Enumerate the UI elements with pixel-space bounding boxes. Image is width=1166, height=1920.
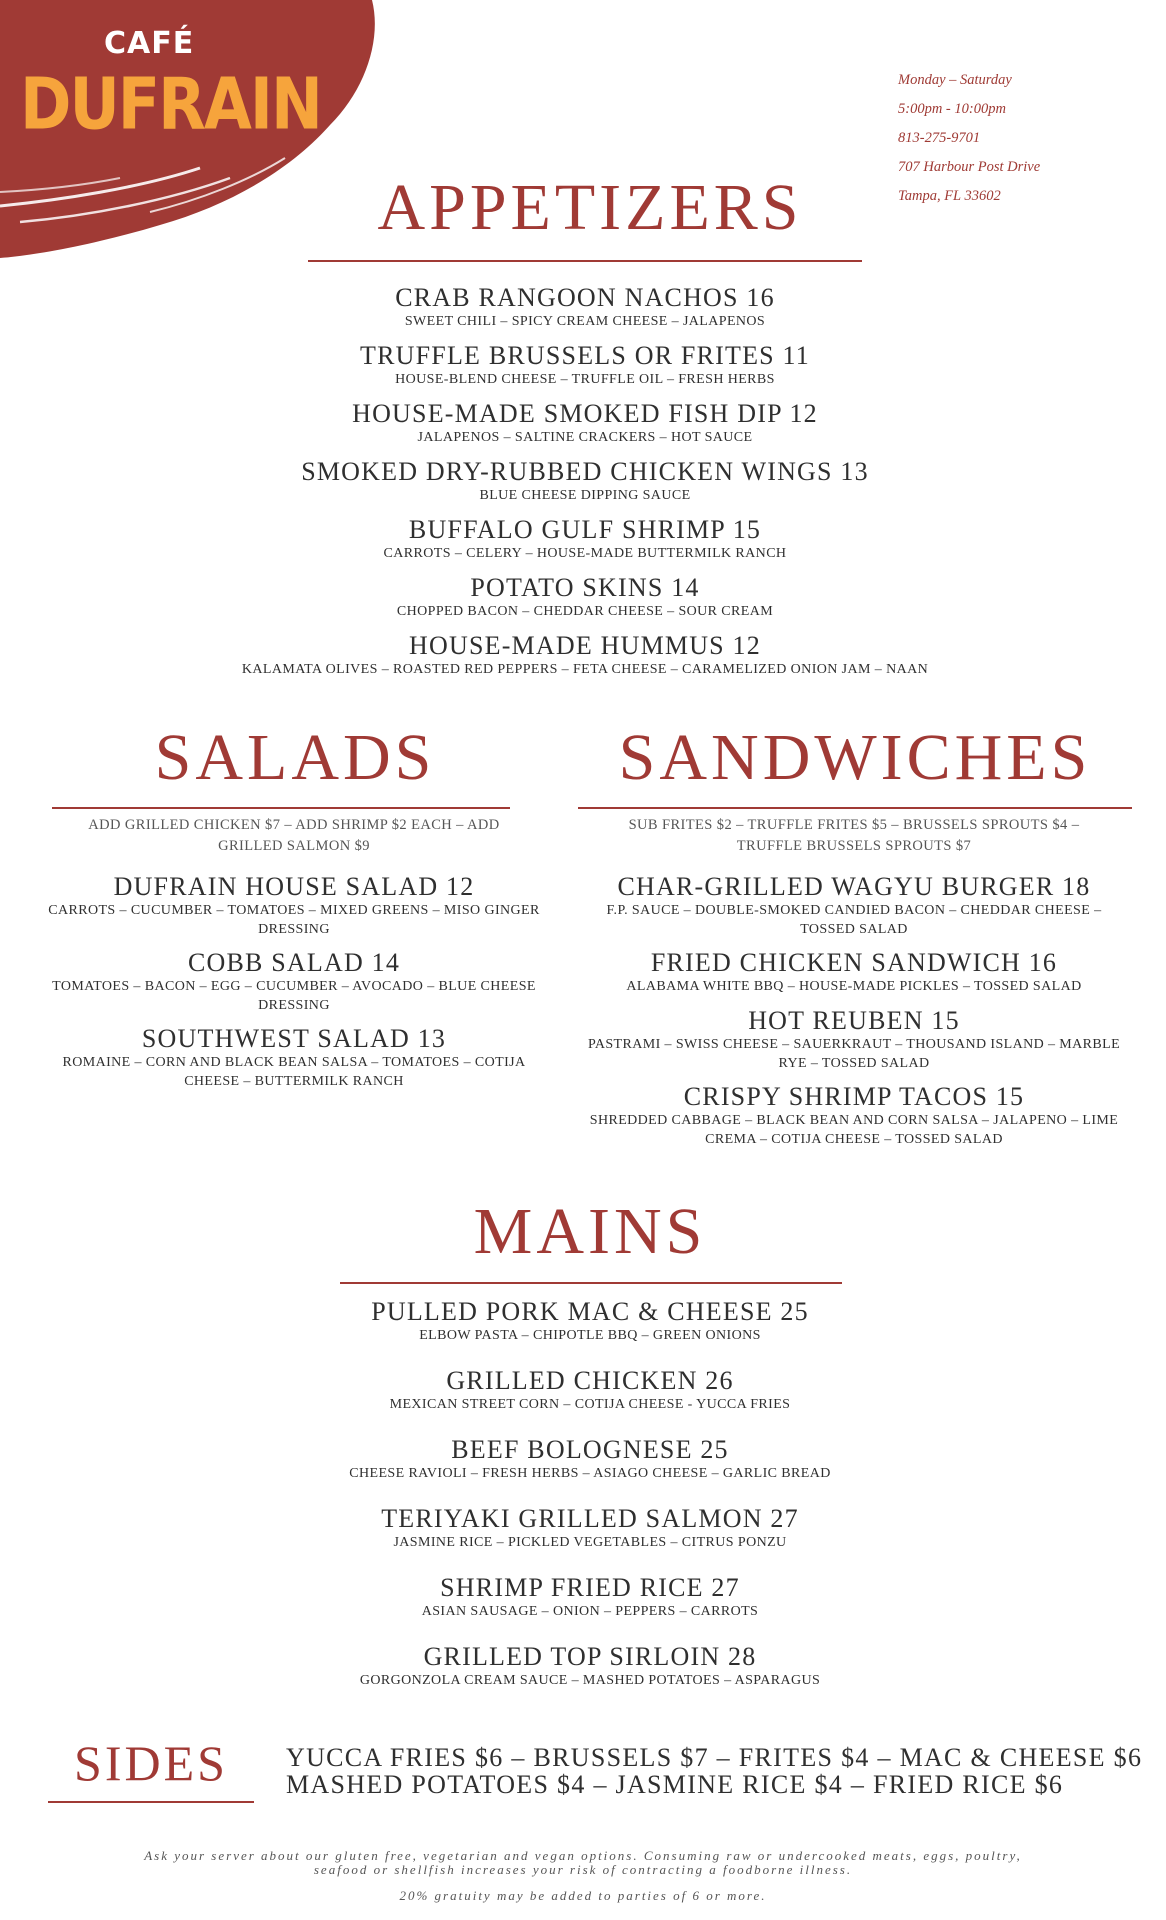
item-name: GRILLED TOP SIRLOIN 28 <box>423 1642 757 1671</box>
contact-hours: 5:00pm - 10:00pm <box>898 101 1006 117</box>
mains-list <box>300 1298 880 1690</box>
item-description: SHREDDED CABBAGE – BLACK BEAN AND CORN SALSA – JALAPENO – LIME CREMA – COTIJA CHEESE – TOSSED SALAD <box>589 1113 1119 1147</box>
sandwiches-sides-note: SUB FRITES $2 – TRUFFLE FRITES $5 – BRUSSELS SPROUTS $4 – TRUFFLE BRUSSELS SPROUTS $7 <box>628 817 1080 854</box>
menu-item <box>586 949 1122 1007</box>
item-description: CARROTS – CUCUMBER – TOMATOES – MIXED GREENS – MISO GINGER DRESSING <box>48 903 540 937</box>
item-description: BLUE CHEESE DIPPING SAUCE <box>479 488 691 503</box>
item-name: TERIYAKI GRILLED SALMON 27 <box>381 1504 799 1533</box>
menu-item <box>300 1436 880 1505</box>
item-name: CHAR-GRILLED WAGYU BURGER 18 <box>617 872 1091 901</box>
salads-heading: SALADS <box>154 721 436 794</box>
item-description: CHEESE RAVIOLI – FRESH HERBS – ASIAGO CHEESE – GARLIC BREAD <box>349 1466 831 1481</box>
item-description: KALAMATA OLIVES – ROASTED RED PEPPERS – FETA CHEESE – CARAMELIZED ONION JAM – NAAN <box>241 662 929 677</box>
appetizers-list <box>220 284 950 679</box>
menu-item <box>46 873 542 949</box>
item-name: BUFFALO GULF SHRIMP 15 <box>408 515 762 544</box>
item-name: SOUTHWEST SALAD 13 <box>141 1024 447 1053</box>
footer-gratuity-note: 20% gratuity may be added to parties of 6 or more. <box>399 1888 767 1903</box>
menu-item <box>220 342 950 400</box>
item-description: HOUSE-BLEND CHEESE – TRUFFLE OIL – FRESH HERBS <box>395 372 775 387</box>
sides-line-2: MASHED POTATOES $4 – JASMINE RICE $4 – FRIED RICE $6 <box>286 1770 1064 1799</box>
salads-addons-note: ADD GRILLED CHICKEN $7 – ADD SHRIMP $2 EACH – ADD GRILLED SALMON $9 <box>88 817 500 854</box>
item-description: SWEET CHILI – SPICY CREAM CHEESE – JALAPENOS <box>404 314 766 329</box>
sandwiches-heading: SANDWICHES <box>618 721 1092 794</box>
item-description: JALAPENOS – SALTINE CRACKERS – HOT SAUCE <box>417 430 753 445</box>
contact-phone: 813-275-9701 <box>898 130 981 146</box>
item-description: ELBOW PASTA – CHIPOTLE BBQ – GREEN ONIONS <box>419 1328 761 1343</box>
item-name: COBB SALAD 14 <box>187 948 401 977</box>
contact-info <box>898 66 1040 211</box>
item-name: HOUSE-MADE HUMMUS 12 <box>409 631 761 660</box>
menu-item <box>300 1505 880 1574</box>
menu-item <box>46 949 542 1025</box>
sides-divider <box>48 1801 254 1803</box>
mains-divider <box>340 1282 842 1284</box>
item-description: JASMINE RICE – PICKLED VEGETABLES – CITRUS PONZU <box>393 1535 787 1550</box>
item-description: PASTRAMI – SWISS CHEESE – SAUERKRAUT – THOUSAND ISLAND – MARBLE RYE – TOSSED SALAD <box>587 1037 1121 1071</box>
item-name: CRAB RANGOON NACHOS 16 <box>395 283 775 312</box>
appetizers-divider <box>308 260 862 262</box>
salads-divider <box>52 807 510 809</box>
item-name: FRIED CHICKEN SANDWICH 16 <box>650 948 1058 977</box>
item-name: SMOKED DRY-RUBBED CHICKEN WINGS 13 <box>301 457 869 486</box>
item-description: GORGONZOLA CREAM SAUCE – MASHED POTATOES – ASPARAGUS <box>359 1673 821 1688</box>
menu-item <box>300 1367 880 1436</box>
footer-disclaimer <box>60 1849 1106 1903</box>
item-name: GRILLED CHICKEN 26 <box>446 1366 734 1395</box>
item-description: CARROTS – CELERY – HOUSE-MADE BUTTERMILK RANCH <box>383 546 787 561</box>
menu-item <box>220 632 950 679</box>
appetizers-heading: APPETIZERS <box>377 171 803 244</box>
item-name: TRUFFLE BRUSSELS OR FRITES 11 <box>360 341 810 370</box>
sides-list <box>286 1744 1142 1798</box>
item-description: MEXICAN STREET CORN – COTIJA CHEESE - YUCCA FRIES <box>389 1397 791 1412</box>
contact-days: Monday – Saturday <box>898 72 1012 88</box>
menu-item <box>300 1298 880 1367</box>
sides-line-1: YUCCA FRIES $6 – BRUSSELS $7 – FRITES $4 – MAC & CHEESE $6 <box>286 1743 1143 1772</box>
menu-item <box>586 1083 1122 1149</box>
mains-heading: MAINS <box>473 1195 707 1268</box>
item-name: BEEF BOLOGNESE 25 <box>451 1435 729 1464</box>
menu-item <box>586 1007 1122 1083</box>
sides-heading: SIDES <box>74 1735 228 1791</box>
menu-item <box>220 516 950 574</box>
item-name: PULLED PORK MAC & CHEESE 25 <box>371 1297 809 1326</box>
menu-item <box>220 574 950 632</box>
contact-address: 707 Harbour Post Drive <box>898 159 1041 175</box>
menu-item <box>300 1643 880 1690</box>
menu-item <box>220 284 950 342</box>
menu-item <box>300 1574 880 1643</box>
logo-cafe-text: CAFÉ <box>104 26 195 61</box>
salads-list <box>46 815 542 1091</box>
footer-line-1: Ask your server about our gluten free, vegetarian and vegan options. Consuming raw or undercooked meats, eggs, poultry, <box>144 1848 1022 1863</box>
contact-city: Tampa, FL 33602 <box>898 188 1001 204</box>
sandwiches-divider <box>578 807 1132 809</box>
footer-line-2: seafood or shellfish increases your risk of contracting a foodborne illness. <box>313 1862 853 1877</box>
menu-item <box>220 458 950 516</box>
item-description: TOMATOES – BACON – EGG – CUCUMBER – AVOCADO – BLUE CHEESE DRESSING <box>52 979 536 1013</box>
item-description: F.P. SAUCE – DOUBLE-SMOKED CANDIED BACON – CHEDDAR CHEESE – TOSSED SALAD <box>606 903 1102 937</box>
item-name: POTATO SKINS 14 <box>470 573 700 602</box>
menu-item <box>46 1025 542 1091</box>
menu-item <box>586 873 1122 949</box>
item-description: ROMAINE – CORN AND BLACK BEAN SALSA – TOMATOES – COTIJA CHEESE – BUTTERMILK RANCH <box>62 1055 526 1089</box>
menu-item <box>220 400 950 458</box>
item-name: HOT REUBEN 15 <box>748 1006 960 1035</box>
item-name: HOUSE-MADE SMOKED FISH DIP 12 <box>352 399 818 428</box>
item-name: CRISPY SHRIMP TACOS 15 <box>683 1082 1025 1111</box>
sandwiches-list <box>586 815 1122 1149</box>
item-description: CHOPPED BACON – CHEDDAR CHEESE – SOUR CREAM <box>396 604 774 619</box>
logo-name-text: DUFRAIN <box>20 62 321 146</box>
item-description: ASIAN SAUSAGE – ONION – PEPPERS – CARROTS <box>421 1604 759 1619</box>
item-name: SHRIMP FRIED RICE 27 <box>440 1573 740 1602</box>
item-name: DUFRAIN HOUSE SALAD 12 <box>113 872 475 901</box>
item-description: ALABAMA WHITE BBQ – HOUSE-MADE PICKLES – TOSSED SALAD <box>626 979 1082 994</box>
